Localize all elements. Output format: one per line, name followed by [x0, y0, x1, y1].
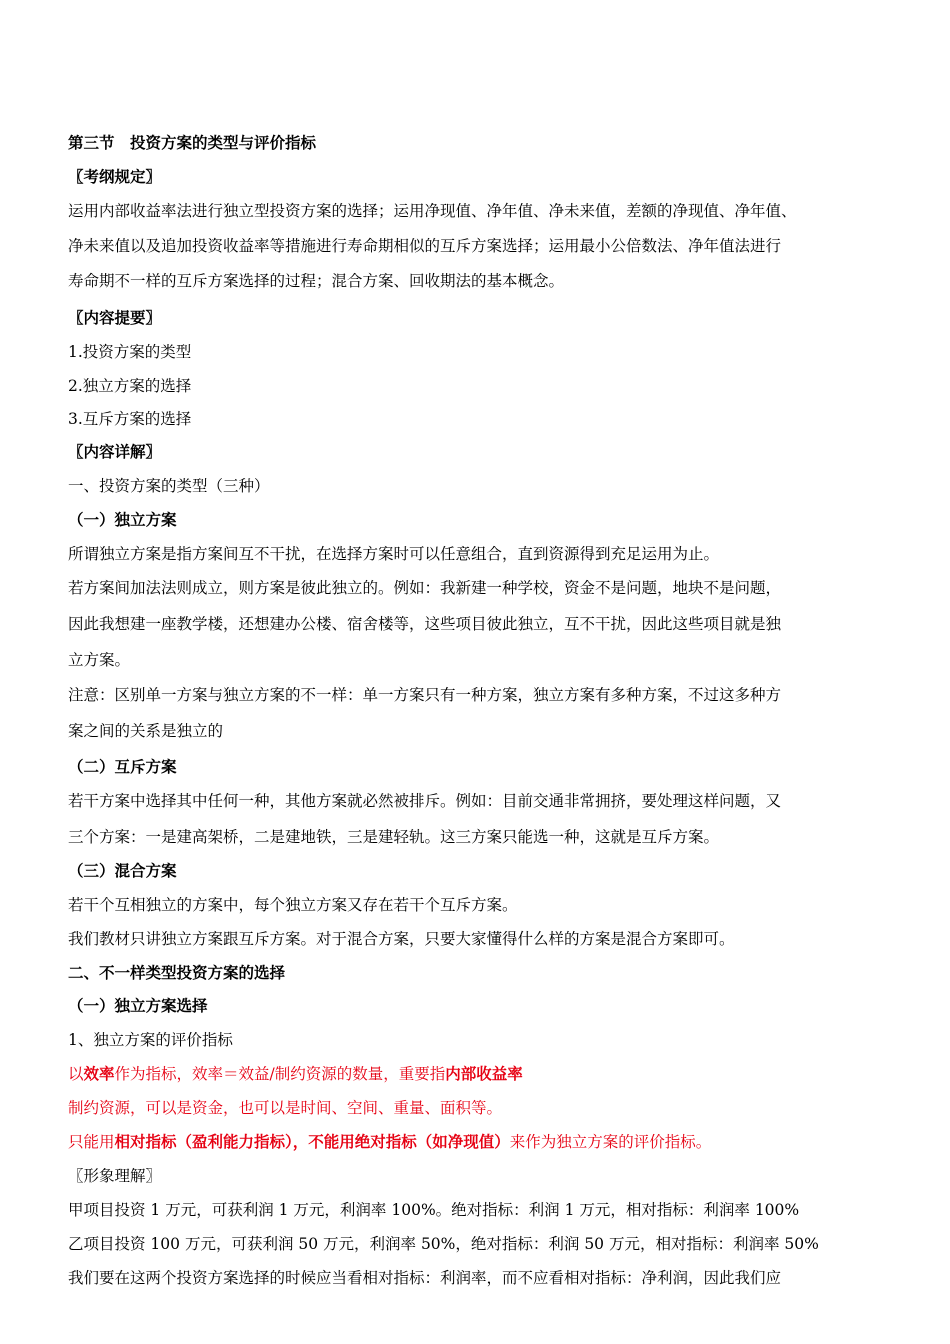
- kaogang-line: 净未来值以及追加投资收益率等措施进行寿命期相似的互斥方案选择；运用最小公倍数法、净年值法进行: [68, 237, 782, 255]
- xiangjie-heading: 〖内容详解〗: [68, 443, 162, 461]
- section-title: 第三节 投资方案的类型与评价指标: [68, 134, 317, 152]
- hunhe-line: 若干个互相独立的方案中，每个独立方案又存在若干个互斥方案。: [68, 896, 518, 914]
- kaogang-line: 运用内部收益率法进行独立型投资方案的选择；运用净现值、净年值、净未来值，差额的净现值、净年值、: [68, 202, 797, 220]
- red-emphasis-line: [68, 1064, 523, 1084]
- tiyao-heading: 〖内容提要〗: [68, 309, 162, 327]
- red-bold-text: 效率: [83, 1065, 115, 1083]
- duli-line: 注意：区别单一方案与独立方案的不一样：单一方案只有一种方案，独立方案有多种方案，不过这多种方: [68, 686, 782, 704]
- red-text: 作为指标，效率＝效益/制约资源的数量，重要指: [114, 1065, 446, 1083]
- huchi-heading: （二）互斥方案: [68, 758, 177, 776]
- tiyao-item: 2.独立方案的选择: [68, 377, 192, 395]
- kaogang-line: 寿命期不一样的互斥方案选择的过程；混合方案、回收期法的基本概念。: [68, 272, 565, 290]
- part1-title: 一、投资方案的类型（三种）: [68, 477, 270, 495]
- red-text: 以: [68, 1065, 84, 1083]
- eval-title: 1、独立方案的评价指标: [68, 1031, 233, 1049]
- red-text: 来作为独立方案的评价指标。: [509, 1133, 712, 1151]
- red-bold-text: 内部收益率: [445, 1065, 523, 1083]
- tiyao-item: 1.投资方案的类型: [68, 343, 192, 361]
- huchi-line: 若干方案中选择其中任何一种，其他方案就必然被排斥。例如：目前交通非常拥挤，要处理这样问题，又: [68, 792, 782, 810]
- hunhe-line: 我们教材只讲独立方案跟互斥方案。对于混合方案，只要大家懂得什么样的方案是混合方案即可。: [68, 930, 735, 948]
- duli-line: 若方案间加法法则成立，则方案是彼此独立的。例如：我新建一种学校，资金不是问题，地块不是问题，: [68, 579, 782, 597]
- duli-heading: （一）独立方案: [68, 511, 177, 529]
- duli-line: 案之间的关系是独立的: [68, 722, 224, 740]
- xingxiang-heading: 〖形象理解〗: [68, 1167, 162, 1185]
- kaogang-heading: 〖考纲规定〗: [68, 168, 162, 186]
- duli-select-heading: （一）独立方案选择: [68, 997, 208, 1015]
- red-text: 只能用: [68, 1133, 115, 1151]
- huchi-line: 三个方案：一是建高架桥，二是建地铁，三是建轻轨。这三方案只能选一种，这就是互斥方案。: [68, 828, 720, 846]
- part2-title: 二、不一样类型投资方案的选择: [68, 964, 286, 982]
- duli-line: 所谓独立方案是指方案间互不干扰，在选择方案时可以任意组合，直到资源得到充足运用为止。: [68, 545, 720, 563]
- duli-line: 立方案。: [68, 651, 131, 669]
- red-emphasis-line: [68, 1132, 711, 1152]
- red-bold-text: 相对指标（盈利能力指标），不能用绝对指标（如净现值）: [114, 1133, 510, 1151]
- xingxiang-line: 乙项目投资 100 万元，可获利润 50 万元，利润率 50%，绝对指标：利润 50 万元，相对指标：利润率 50%: [68, 1235, 819, 1253]
- tiyao-item: 3.互斥方案的选择: [68, 410, 192, 428]
- duli-line: 因此我想建一座教学楼，还想建办公楼、宿舍楼等，这些项目彼此独立，互不干扰，因此这些项目就是独: [68, 615, 782, 633]
- xingxiang-line: 我们要在这两个投资方案选择的时候应当看相对指标：利润率，而不应看相对指标：净利润，因此我们应: [68, 1269, 782, 1287]
- red-emphasis-line: 制约资源，可以是资金，也可以是时间、空间、重量、面积等。: [68, 1099, 503, 1117]
- xingxiang-line: 甲项目投资 1 万元，可获利润 1 万元，利润率 100%。绝对指标：利润 1 万元，相对指标：利润率 100%: [68, 1201, 800, 1219]
- hunhe-heading: （三）混合方案: [68, 862, 177, 880]
